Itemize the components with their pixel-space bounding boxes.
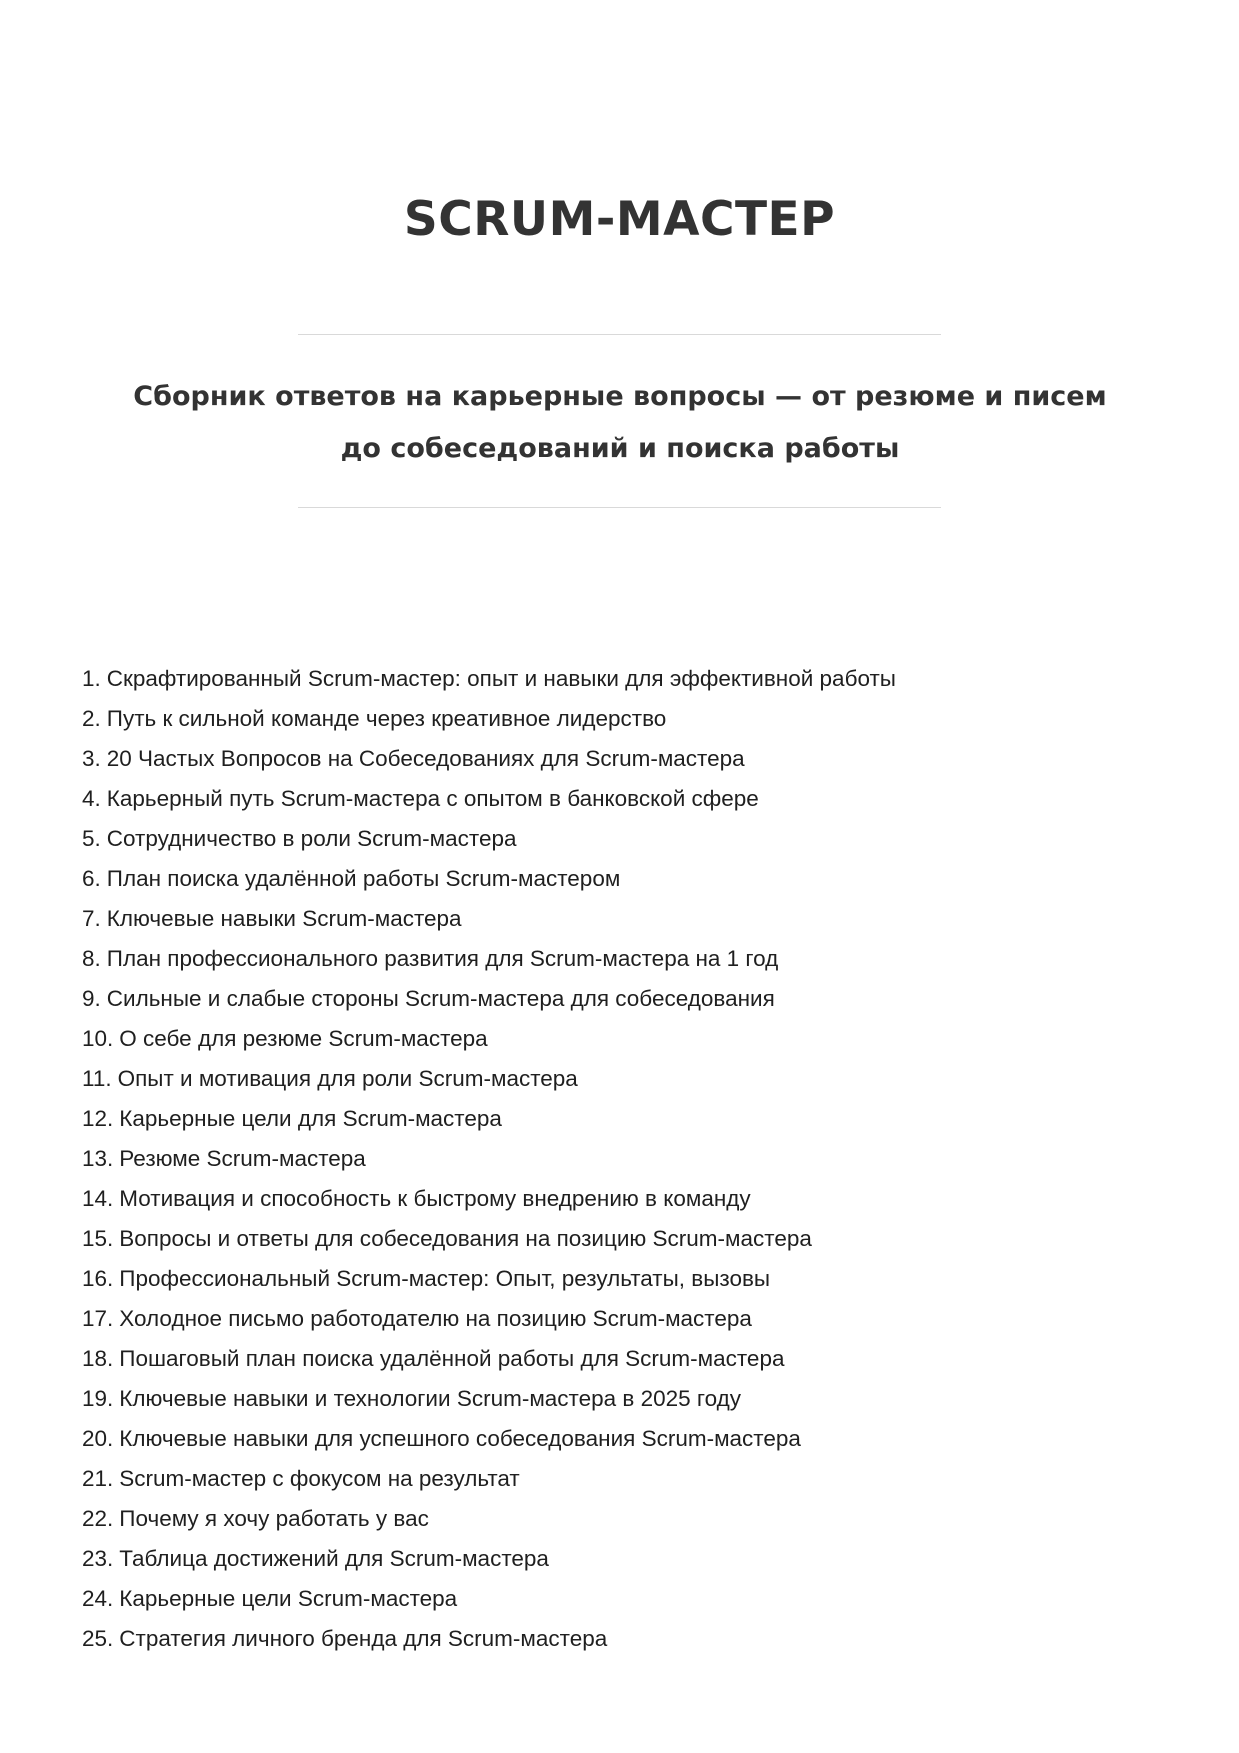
- toc-item[interactable]: [82, 1579, 1162, 1619]
- toc-item-label: Карьерные цели Scrum-мастера: [119, 1586, 458, 1611]
- toc-item-label: Холодное письмо работодателю на позицию Scrum-мастера: [119, 1306, 752, 1331]
- toc-item[interactable]: [82, 1539, 1162, 1579]
- toc-item-label: Мотивация и способность к быстрому внедрению в команду: [119, 1186, 751, 1211]
- toc-item-label: Таблица достижений для Scrum-мастера: [119, 1546, 549, 1571]
- toc-item-label: 20 Частых Вопросов на Собеседованиях для Scrum-мастера: [106, 746, 745, 771]
- toc-item-number: 1.: [82, 666, 101, 691]
- toc-item-number: 19.: [82, 1386, 114, 1411]
- toc-item-label: Вопросы и ответы для собеседования на позицию Scrum-мастера: [119, 1226, 812, 1251]
- toc-item[interactable]: [82, 1379, 1162, 1419]
- toc-item[interactable]: [82, 899, 1162, 939]
- toc-item-number: 4.: [82, 786, 101, 811]
- toc-item[interactable]: [82, 1219, 1162, 1259]
- toc-item-label: Опыт и мотивация для роли Scrum-мастера: [117, 1066, 578, 1091]
- toc-item-number: 16.: [82, 1266, 114, 1291]
- toc-item-label: План профессионального развития для Scrum-мастера на 1 год: [106, 946, 779, 971]
- toc-item[interactable]: [82, 1099, 1162, 1139]
- toc-item[interactable]: [82, 1259, 1162, 1299]
- toc-item-number: 22.: [82, 1506, 114, 1531]
- toc-item-label: Карьерный путь Scrum-мастера с опытом в банковской сфере: [106, 786, 759, 811]
- toc-item-number: 10.: [82, 1026, 114, 1051]
- toc-item-number: 12.: [82, 1106, 114, 1131]
- toc-item-label: Ключевые навыки для успешного собеседования Scrum-мастера: [119, 1426, 801, 1451]
- toc-item-label: Сильные и слабые стороны Scrum-мастера для собеседования: [106, 986, 775, 1011]
- toc-item-label: Пошаговый план поиска удалённой работы для Scrum-мастера: [119, 1346, 785, 1371]
- toc-item[interactable]: [82, 1459, 1162, 1499]
- toc-item-number: 15.: [82, 1226, 114, 1251]
- toc-item-label: Почему я хочу работать у вас: [119, 1506, 429, 1531]
- toc-item-label: Ключевые навыки и технологии Scrum-мастера в 2025 году: [119, 1386, 742, 1411]
- toc-item[interactable]: [82, 1179, 1162, 1219]
- divider-top: [298, 334, 941, 335]
- page-subtitle: Сборник ответов на карьерные вопросы — от резюме и писем до собеседований и поиска работы: [133, 381, 1107, 464]
- toc-item[interactable]: [82, 1059, 1162, 1099]
- table-of-contents: [82, 659, 1162, 1659]
- toc-item[interactable]: [82, 859, 1162, 899]
- toc-item-number: 5.: [82, 826, 101, 851]
- toc-item-number: 6.: [82, 866, 101, 891]
- toc-item-number: 2.: [82, 706, 101, 731]
- toc-item-number: 9.: [82, 986, 101, 1011]
- toc-item[interactable]: [82, 939, 1162, 979]
- toc-item[interactable]: [82, 1339, 1162, 1379]
- toc-item-number: 17.: [82, 1306, 114, 1331]
- toc-item-number: 24.: [82, 1586, 114, 1611]
- toc-item[interactable]: [82, 1619, 1162, 1659]
- toc-item[interactable]: [82, 819, 1162, 859]
- toc-item[interactable]: [82, 659, 1162, 699]
- toc-item[interactable]: [82, 1139, 1162, 1179]
- divider-bottom: [298, 507, 941, 508]
- toc-item-number: 18.: [82, 1346, 114, 1371]
- toc-item-number: 25.: [82, 1626, 114, 1651]
- toc-item-number: 14.: [82, 1186, 114, 1211]
- toc-item-label: Карьерные цели для Scrum-мастера: [119, 1106, 502, 1131]
- toc-item-number: 7.: [82, 906, 101, 931]
- toc-item-label: Профессиональный Scrum-мастер: Опыт, результаты, вызовы: [119, 1266, 771, 1291]
- toc-item-label: Ключевые навыки Scrum-мастера: [106, 906, 462, 931]
- toc-item-number: 8.: [82, 946, 101, 971]
- toc-item-label: О себе для резюме Scrum-мастера: [119, 1026, 488, 1051]
- toc-item[interactable]: [82, 1499, 1162, 1539]
- toc-item[interactable]: [82, 979, 1162, 1019]
- toc-item-label: Scrum-мастер с фокусом на результат: [119, 1466, 520, 1491]
- toc-item-number: 13.: [82, 1146, 114, 1171]
- toc-item-number: 23.: [82, 1546, 114, 1571]
- toc-item-label: План поиска удалённой работы Scrum-мастером: [106, 866, 621, 891]
- toc-item-number: 3.: [82, 746, 101, 771]
- toc-item-number: 11.: [82, 1066, 112, 1091]
- toc-item[interactable]: [82, 1419, 1162, 1459]
- page-title: SCRUM-МАСТЕР: [403, 192, 836, 247]
- toc-item-label: Путь к сильной команде через креативное лидерство: [106, 706, 667, 731]
- toc-item[interactable]: [82, 1019, 1162, 1059]
- toc-item-label: Резюме Scrum-мастера: [119, 1146, 366, 1171]
- toc-item-label: Стратегия личного бренда для Scrum-мастера: [119, 1626, 608, 1651]
- toc-item[interactable]: [82, 779, 1162, 819]
- toc-item-label: Скрафтированный Scrum-мастер: опыт и навыки для эффективной работы: [106, 666, 896, 691]
- toc-item[interactable]: [82, 699, 1162, 739]
- toc-item[interactable]: [82, 1299, 1162, 1339]
- toc-item-label: Сотрудничество в роли Scrum-мастера: [106, 826, 517, 851]
- toc-item-number: 20.: [82, 1426, 114, 1451]
- toc-item[interactable]: [82, 739, 1162, 779]
- toc-item-number: 21.: [82, 1466, 114, 1491]
